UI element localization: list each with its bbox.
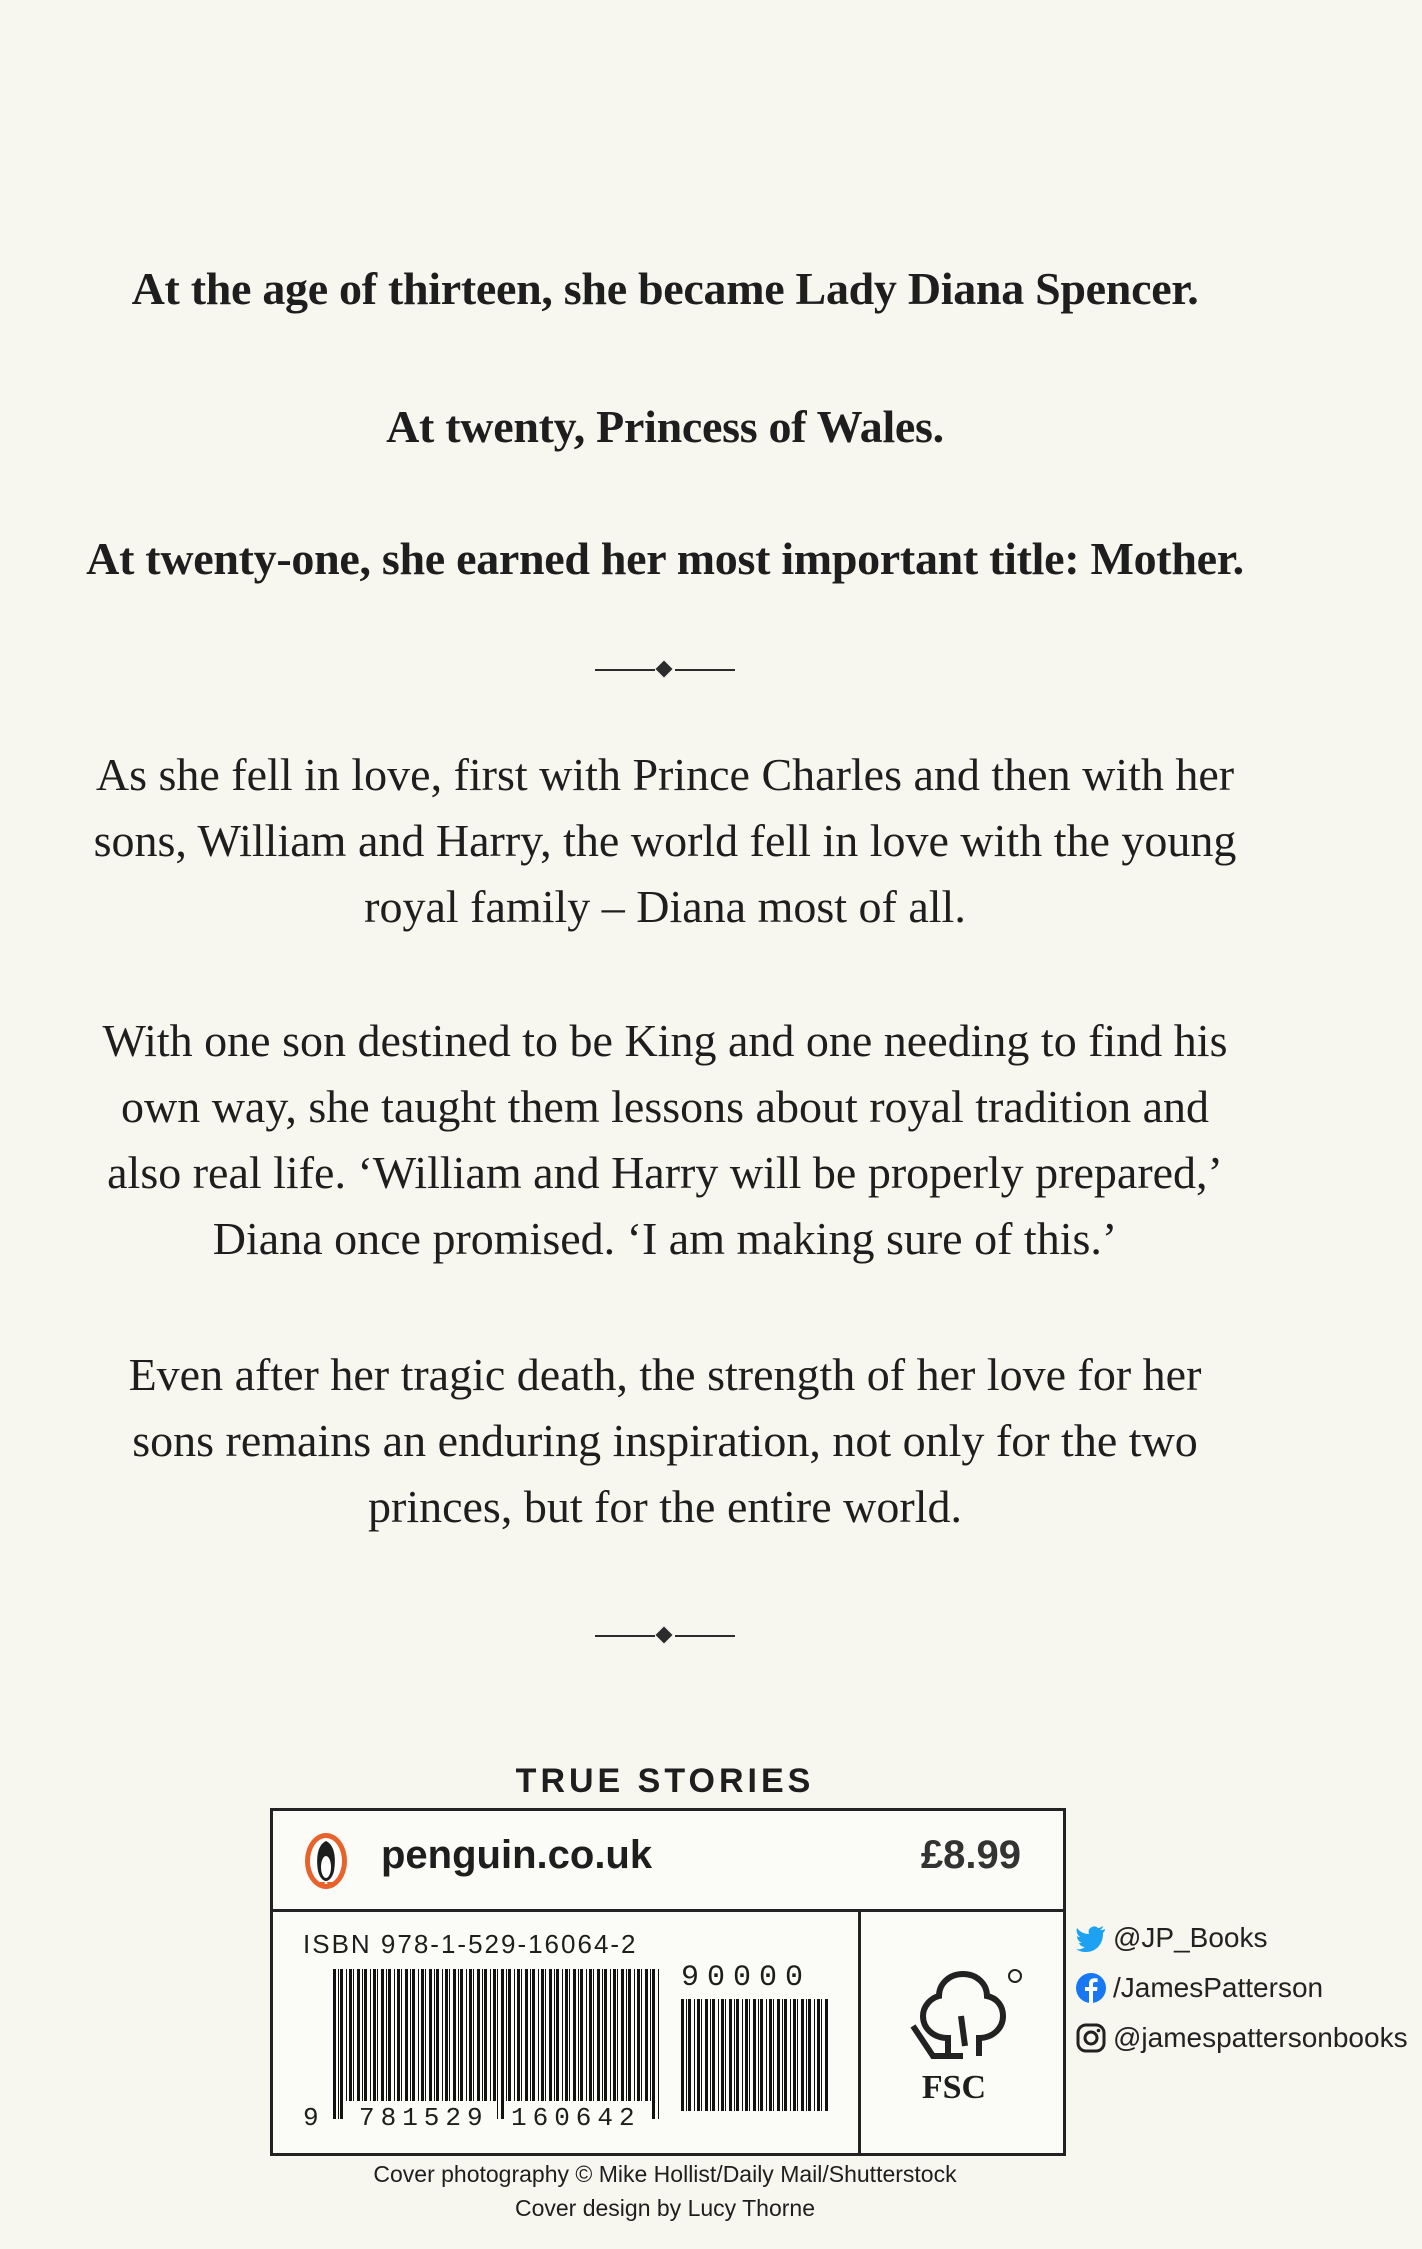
barcode-bar — [652, 1969, 655, 2119]
instagram-icon — [1075, 2022, 1107, 2054]
barcode-bar — [697, 1999, 700, 2111]
barcode-bar — [517, 1969, 520, 2101]
barcode-digit: 9 — [303, 2103, 319, 2133]
barcode-bar — [541, 1969, 544, 2101]
barcode-bar — [621, 1969, 624, 2101]
barcode-bar — [521, 1969, 522, 2101]
social-instagram[interactable] — [1075, 2022, 1408, 2054]
barcode-bar — [458, 1969, 459, 2101]
barcode-bar — [821, 1999, 822, 2111]
barcode-bar — [525, 1969, 528, 2101]
barcode-bar — [482, 1969, 483, 2101]
barcode-bar — [386, 1969, 387, 2101]
barcode-bar — [784, 1999, 787, 2111]
barcode-bar — [718, 1999, 719, 2111]
barcode-bar — [628, 1969, 631, 2101]
barcode-bar — [610, 1969, 611, 2101]
barcode-bar — [593, 1969, 594, 2101]
barcode-bar — [641, 1969, 642, 2101]
barcode-bar — [401, 1969, 402, 2101]
barcode-bar — [626, 1969, 627, 2101]
paragraph-line: royal family – Diana most of all. — [364, 881, 966, 932]
barcode-bar — [745, 1999, 748, 2111]
barcode-bar — [514, 1969, 515, 2101]
barcode-bar — [357, 1969, 360, 2101]
barcode-bar — [710, 1999, 711, 2111]
barcode-bar — [556, 1969, 559, 2101]
barcode-bar — [634, 1969, 635, 2101]
barcode-bar — [589, 1969, 592, 2101]
barcode-bar — [734, 1999, 735, 2111]
barcode-bar — [477, 1969, 480, 2101]
twitter-icon — [1075, 1922, 1107, 1954]
barcode-bar — [333, 1969, 336, 2119]
barcode-bar — [460, 1969, 463, 2101]
paragraph-3 — [60, 1342, 1270, 1540]
paragraph-line: With one son destined to be King and one needing to find his — [102, 1015, 1228, 1066]
barcode-bar — [377, 1969, 378, 2101]
ornament-divider — [595, 1626, 735, 1646]
barcode-bar — [825, 1999, 828, 2111]
barcode-bar — [545, 1969, 546, 2101]
barcode-bar — [688, 1999, 691, 2111]
barcode-bar — [793, 1999, 796, 2111]
paragraph-line: own way, she taught them lessons about royal tradition and — [120, 1081, 1210, 1132]
barcode-bar — [701, 1999, 702, 2111]
tagline-2: At twenty, Princess of Wales. — [386, 401, 944, 452]
barcode-bar — [613, 1969, 616, 2101]
barcode-bar — [442, 1969, 443, 2101]
barcode-bar — [473, 1969, 474, 2101]
barcode-bar — [573, 1969, 576, 2101]
barcode-bar — [453, 1969, 456, 2101]
barcode-bar — [758, 1999, 759, 2111]
barcode-bar — [466, 1969, 467, 2101]
barcode-bar — [449, 1969, 450, 2101]
barcode-bar — [658, 1969, 659, 2119]
barcode-bar — [569, 1969, 570, 2101]
barcode-digits: 160642 — [511, 2103, 641, 2133]
paragraph-line: sons, William and Harry, the world fell in love with the young — [93, 815, 1237, 866]
barcode-bar — [604, 1969, 607, 2101]
barcode-bar — [436, 1969, 439, 2101]
publisher-site: penguin.co.uk — [381, 1833, 653, 1877]
social-twitter[interactable] — [1075, 1922, 1268, 1954]
barcode-bar — [736, 1999, 739, 2111]
barcode-bar — [429, 1969, 432, 2101]
instagram-handle: @jamespattersonbooks — [1113, 2022, 1408, 2053]
barcode-bar — [381, 1969, 384, 2101]
barcode-bar — [597, 1969, 600, 2101]
barcode-bar — [580, 1969, 583, 2101]
barcode-bar — [650, 1969, 651, 2101]
barcode-bar — [760, 1999, 763, 2111]
isbn: ISBN 978-1-529-16064-2 — [303, 1929, 638, 1959]
barcode-bar — [349, 1969, 352, 2101]
barcode-bar — [617, 1969, 618, 2101]
barcode-bar — [602, 1969, 603, 2101]
social-facebook[interactable] — [1075, 1972, 1323, 2004]
publisher-bar — [273, 1811, 1063, 1912]
barcode-bar — [578, 1969, 579, 2101]
barcode-bar — [549, 1969, 552, 2101]
barcode-bar — [469, 1969, 472, 2101]
barcode-bar — [773, 1999, 774, 2111]
barcode-bar — [532, 1969, 535, 2101]
barcode-bar — [814, 1999, 815, 2111]
paragraph-line: princes, but for the entire world. — [368, 1481, 962, 1532]
barcode-bar — [445, 1969, 448, 2101]
addon-digits: 90000 — [681, 1961, 812, 1995]
barcode-bar — [645, 1969, 648, 2101]
barcode-bar — [388, 1969, 391, 2101]
paragraph-line: also real life. ‘William and Harry will be properly prepared,’ — [107, 1147, 1223, 1198]
series-label: TRUE STORIES — [515, 1762, 815, 1800]
facebook-handle: /JamesPatterson — [1113, 1972, 1324, 2003]
barcode-bar — [797, 1999, 798, 2111]
barcode-bar — [346, 1969, 347, 2101]
paragraph-line: Even after her tragic death, the strength of her love for her — [128, 1349, 1202, 1400]
barcode-bar — [530, 1969, 531, 2101]
barcode-bar — [725, 1999, 726, 2111]
barcode-bar — [501, 1969, 504, 2119]
barcode-bar — [370, 1969, 371, 2101]
paragraph-line: Diana once promised. ‘I am making sure of this.’ — [212, 1213, 1118, 1264]
barcode-bar — [782, 1999, 783, 2111]
price: £8.99 — [920, 1833, 1021, 1877]
barcode-bar — [493, 1969, 496, 2101]
barcode-bar — [484, 1969, 487, 2101]
barcode-bar — [637, 1969, 640, 2101]
barcode-bar — [418, 1969, 419, 2101]
facebook-icon — [1075, 1972, 1107, 2004]
barcode-bar — [565, 1969, 568, 2101]
design-credit: Cover design by Lucy Thorne — [514, 2195, 816, 2221]
barcode-bar — [806, 1999, 807, 2111]
barcode-bar — [769, 1999, 772, 2111]
barcode-bar — [712, 1999, 715, 2111]
barcode-bar — [410, 1969, 411, 2101]
fsc-label: FSC — [921, 2069, 987, 2106]
tagline-1: At the age of thirteen, she became Lady Diana Spencer. — [131, 263, 1199, 314]
barcode-bar — [397, 1969, 400, 2101]
barcode-bar — [425, 1969, 426, 2101]
barcode-bar — [490, 1969, 491, 2101]
barcode-bar — [817, 1999, 820, 2111]
barcode-bar — [554, 1969, 555, 2101]
isbn-barcode — [333, 1969, 663, 2119]
paragraph-2 — [60, 1008, 1270, 1272]
twitter-handle: @JP_Books — [1113, 1922, 1268, 1953]
barcode-bar — [749, 1999, 750, 2111]
barcode-bar — [705, 1999, 708, 2111]
barcode-bar — [790, 1999, 791, 2111]
box-separator — [858, 1912, 861, 2153]
barcode-bar — [686, 1999, 687, 2111]
barcode-bar — [753, 1999, 756, 2111]
barcode-bar — [562, 1969, 563, 2101]
barcode-bar — [338, 1969, 339, 2119]
barcode-bar — [681, 1999, 684, 2111]
barcode-bar — [412, 1969, 415, 2101]
penguin-logo-icon — [303, 1831, 349, 1891]
barcode-box — [270, 1808, 1066, 2156]
barcode-bar — [497, 1969, 498, 2119]
barcode-bar — [742, 1999, 743, 2111]
barcode-bar — [538, 1969, 539, 2101]
photo-credit: Cover photography © Mike Hollist/Daily Mail/Shutterstock — [373, 2161, 957, 2187]
barcode-bar — [721, 1999, 724, 2111]
paragraph-1 — [60, 742, 1270, 940]
barcode-bar — [766, 1999, 767, 2111]
paragraph-line: As she fell in love, first with Prince Charles and then with her — [95, 749, 1235, 800]
paragraph-line: sons remains an enduring inspiration, not only for the two — [132, 1415, 1198, 1466]
barcode-bar — [694, 1999, 695, 2111]
barcode-bar — [506, 1969, 507, 2101]
barcode-bar — [586, 1969, 587, 2101]
barcode-digits: 781529 — [359, 2103, 489, 2133]
ornament-divider — [595, 660, 735, 680]
price-addon-barcode — [681, 1999, 829, 2129]
barcode-bar — [373, 1969, 376, 2101]
barcode-bar — [808, 1999, 811, 2111]
barcode-bar — [508, 1969, 511, 2101]
barcode-bar — [353, 1969, 354, 2101]
barcode-bar — [340, 1969, 343, 2119]
barcode-bar — [777, 1999, 780, 2111]
barcode-bar — [729, 1999, 732, 2111]
barcode-bar — [801, 1999, 804, 2111]
barcode-bar — [362, 1969, 363, 2101]
barcode-bar — [405, 1969, 408, 2101]
barcode-bar — [434, 1969, 435, 2101]
barcode-bar — [364, 1969, 367, 2101]
barcode-bar — [394, 1969, 395, 2101]
tagline-3: At twenty-one, she earned her most important title: Mother. — [86, 533, 1244, 584]
barcode-bar — [421, 1969, 424, 2101]
